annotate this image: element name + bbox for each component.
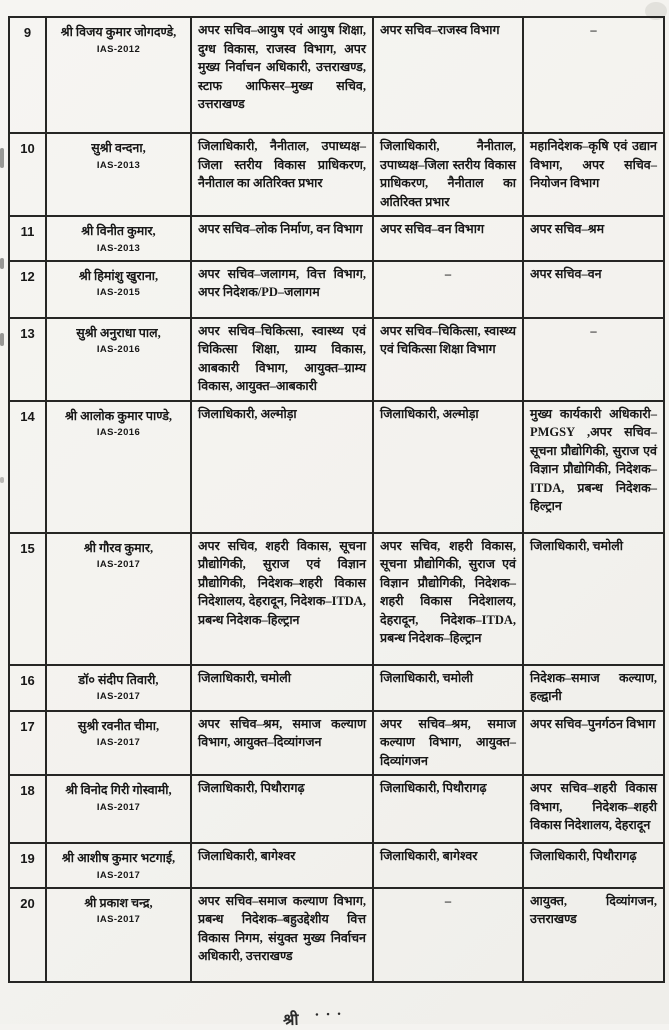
table-row: [9, 133, 664, 216]
batch-label: IAS-2016: [53, 343, 184, 357]
serial-cell: 15: [9, 533, 46, 665]
serial-cell: 20: [9, 888, 46, 982]
scan-edge-smudge: [0, 477, 4, 483]
posting-cell-a: जिलाधिकारी, नैनीताल, उपाध्यक्ष–जिला स्तरीय विकास प्राधिकरण, नैनीताल का अतिरिक्त प्रभार: [191, 133, 373, 216]
officer-name-cell: [46, 665, 191, 711]
officer-name: श्री आलोक कुमार पाण्डे,: [53, 407, 184, 426]
scan-edge-smudge: [0, 333, 4, 346]
posting-cell-a: अपर सचिव–लोक निर्माण, वन विभाग: [191, 216, 373, 261]
officer-posting-table: [8, 16, 665, 983]
signature-fragment: श्री ॱॱॱ: [283, 1006, 348, 1030]
posting-cell-c: अपर सचिव–वन: [523, 261, 664, 318]
posting-cell-c: अपर सचिव–शहरी विकास विभाग, निदेशक–शहरी विकास निदेशालय, देहरादून: [523, 775, 664, 843]
posting-cell-a: अपर सचिव–श्रम, समाज कल्याण विभाग, आयुक्त–दिव्यांगजन: [191, 711, 373, 776]
batch-label: IAS-2016: [53, 426, 184, 440]
posting-cell-b: जिलाधिकारी, अल्मोड़ा: [373, 401, 523, 533]
posting-cell-c: निदेशक–समाज कल्याण, हल्द्वानी: [523, 665, 664, 711]
officer-name: श्री विजय कुमार जोगदण्डे,: [53, 23, 184, 42]
officer-name: सुश्री रवनीत चीमा,: [53, 717, 184, 736]
posting-cell-c: –: [523, 17, 664, 133]
posting-cell-b: –: [373, 888, 523, 982]
officer-name-cell: [46, 843, 191, 888]
posting-cell-b: अपर सचिव–वन विभाग: [373, 216, 523, 261]
posting-cell-c: मुख्य कार्यकारी अधिकारी–PMGSY ,अपर सचिव–सूचना प्रौद्योगिकी, सुराज एवं विज्ञान प्रौद्योगिकी, निदेशक–ITDA, प्रबन्ध निदेशक–हिल्ट्रान: [523, 401, 664, 533]
officer-name-cell: [46, 17, 191, 133]
table-row: [9, 843, 664, 888]
officer-name-cell: [46, 318, 191, 401]
posting-cell-b: अपर सचिव–चिकित्सा, स्वास्थ्य एवं चिकित्सा शिक्षा विभाग: [373, 318, 523, 401]
table-row: [9, 17, 664, 133]
table-row: [9, 533, 664, 665]
table-row: [9, 665, 664, 711]
posting-cell-a: जिलाधिकारी, बागेश्वर: [191, 843, 373, 888]
batch-label: IAS-2017: [53, 690, 184, 704]
batch-label: IAS-2012: [53, 43, 184, 57]
posting-cell-b: जिलाधिकारी, बागेश्वर: [373, 843, 523, 888]
posting-cell-c: जिलाधिकारी, पिथौरागढ़: [523, 843, 664, 888]
officer-name-cell: [46, 533, 191, 665]
batch-label: IAS-2017: [53, 736, 184, 750]
officer-name: श्री गौरव कुमार,: [53, 539, 184, 558]
posting-cell-b: अपर सचिव–श्रम, समाज कल्याण विभाग, आयुक्त–दिव्यांगजन: [373, 711, 523, 776]
posting-cell-c: आयुक्त, दिव्यांगजन, उत्तराखण्ड: [523, 888, 664, 982]
posting-cell-c: जिलाधिकारी, चमोली: [523, 533, 664, 665]
posting-cell-a: जिलाधिकारी, चमोली: [191, 665, 373, 711]
serial-cell: 12: [9, 261, 46, 318]
posting-cell-a: अपर सचिव–जलागम, वित्त विभाग, अपर निदेशक/PD–जलागम: [191, 261, 373, 318]
batch-label: IAS-2013: [53, 242, 184, 256]
officer-name: श्री विनीत कुमार,: [53, 222, 184, 241]
officer-name-cell: [46, 711, 191, 776]
posting-cell-b: अपर सचिव, शहरी विकास, सूचना प्रौद्योगिकी, सुराज एवं विज्ञान प्रौद्योगिकी, निदेशक–शहरी विकास निदेशालय, देहरादून, निदेशक–ITDA, प्रबन्ध निदेशक–हिल्ट्रान: [373, 533, 523, 665]
officer-name-cell: [46, 216, 191, 261]
posting-cell-a: अपर सचिव, शहरी विकास, सूचना प्रौद्योगिकी, सुराज एवं विज्ञान प्रौद्योगिकी, निदेशक–शहरी विकास निदेशालय, देहरादून, निदेशक–ITDA, प्रबन्ध निदेशक–हिल्ट्रान: [191, 533, 373, 665]
serial-cell: 17: [9, 711, 46, 776]
officer-name-cell: [46, 401, 191, 533]
table-row: [9, 401, 664, 533]
officer-name-cell: [46, 133, 191, 216]
posting-cell-a: अपर सचिव–आयुष एवं आयुष शिक्षा, दुग्ध विकास, राजस्व विभाग, अपर मुख्य निर्वाचन अधिकारी, उत्तराखण्ड, स्टाफ आफिसर–मुख्य सचिव, उत्तराखण्ड: [191, 17, 373, 133]
posting-cell-b: अपर सचिव–राजस्व विभाग: [373, 17, 523, 133]
posting-cell-c: –: [523, 318, 664, 401]
officer-name-cell: [46, 888, 191, 982]
serial-cell: 19: [9, 843, 46, 888]
serial-cell: 9: [9, 17, 46, 133]
serial-cell: 11: [9, 216, 46, 261]
table-row: [9, 261, 664, 318]
officer-name: सुश्री वन्दना,: [53, 139, 184, 158]
officer-name: श्री आशीष कुमार भटगाई,: [53, 849, 184, 868]
posting-cell-a: जिलाधिकारी, अल्मोड़ा: [191, 401, 373, 533]
posting-cell-c: अपर सचिव–श्रम: [523, 216, 664, 261]
table-row: [9, 216, 664, 261]
batch-label: IAS-2017: [53, 558, 184, 572]
officer-name: श्री प्रकाश चन्द्र,: [53, 894, 184, 913]
posting-cell-a: जिलाधिकारी, पिथौरागढ़: [191, 775, 373, 843]
posting-cell-b: –: [373, 261, 523, 318]
batch-label: IAS-2017: [53, 913, 184, 927]
posting-cell-a: अपर सचिव–समाज कल्याण विभाग, प्रबन्ध निदेशक–बहुउद्देशीय वित्त विकास निगम, संयुक्त मुख्य निर्वाचन अधिकारी, उत्तराखण्ड: [191, 888, 373, 982]
posting-cell-c: अपर सचिव–पुनर्गठन विभाग: [523, 711, 664, 776]
posting-cell-b: जिलाधिकारी, नैनीताल, उपाध्यक्ष–जिला स्तरीय विकास प्राधिकरण, नैनीताल का अतिरिक्त प्रभार: [373, 133, 523, 216]
serial-cell: 14: [9, 401, 46, 533]
scan-edge-smudge: [0, 148, 4, 168]
posting-cell-b: जिलाधिकारी, पिथौरागढ़: [373, 775, 523, 843]
scan-edge-smudge: [0, 258, 4, 269]
batch-label: IAS-2017: [53, 801, 184, 815]
serial-cell: 13: [9, 318, 46, 401]
table-row: [9, 318, 664, 401]
table-row: [9, 711, 664, 776]
table-row: [9, 888, 664, 982]
serial-cell: 18: [9, 775, 46, 843]
posting-cell-b: जिलाधिकारी, चमोली: [373, 665, 523, 711]
officer-name: श्री विनोद गिरी गोस्वामी,: [53, 781, 184, 800]
officer-name-cell: [46, 775, 191, 843]
serial-cell: 16: [9, 665, 46, 711]
posting-cell-a: अपर सचिव–चिकित्सा, स्वास्थ्य एवं चिकित्सा शिक्षा, ग्राम्य विकास, आबकारी विभाग, आयुक्त–ग्राम्य विकास, आयुक्त–आबकारी: [191, 318, 373, 401]
table-row: [9, 775, 664, 843]
batch-label: IAS-2015: [53, 286, 184, 300]
batch-label: IAS-2013: [53, 159, 184, 173]
serial-cell: 10: [9, 133, 46, 216]
officer-name: डॉ० संदीप तिवारी,: [53, 671, 184, 690]
officer-name: श्री हिमांशु खुराना,: [53, 267, 184, 286]
officer-name: सुश्री अनुराधा पाल,: [53, 324, 184, 343]
posting-cell-c: महानिदेशक–कृषि एवं उद्यान विभाग, अपर सचिव–नियोजन विभाग: [523, 133, 664, 216]
officer-name-cell: [46, 261, 191, 318]
batch-label: IAS-2017: [53, 869, 184, 883]
